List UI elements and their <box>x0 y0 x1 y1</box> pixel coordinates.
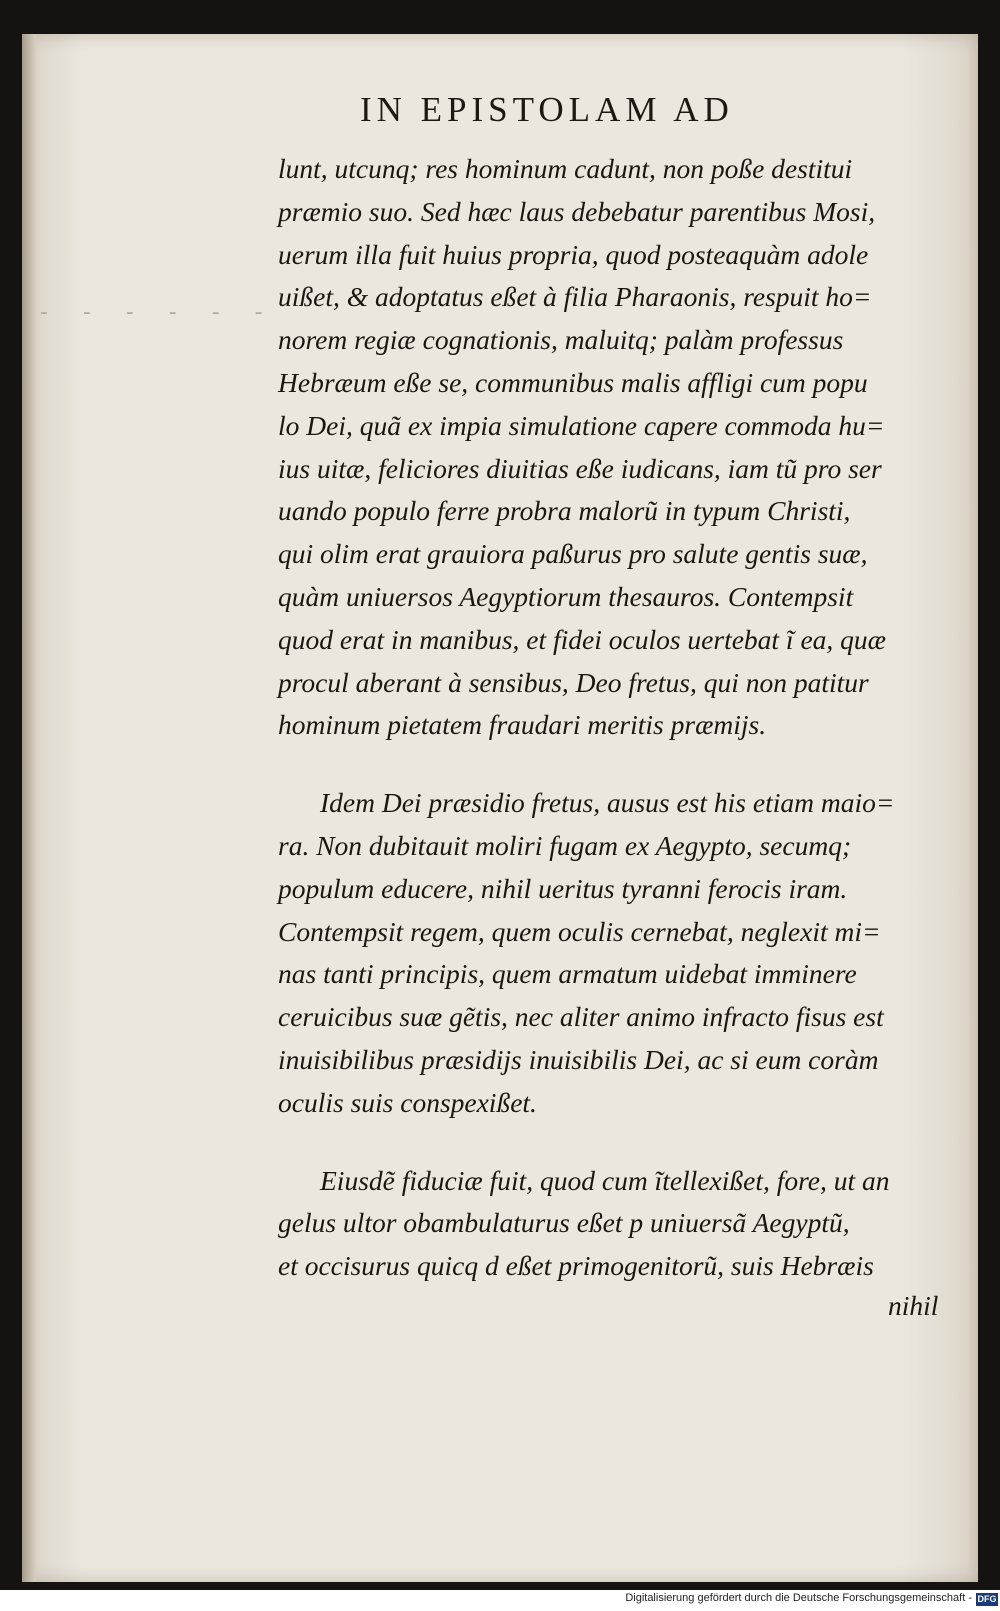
paragraph-2 <box>278 782 958 1124</box>
text-line: Hebræum eße se, communibus malis affligi cum popu <box>278 366 868 398</box>
text-line: procul aberant à sensibus, Deo fretus, qui non patitur <box>278 666 869 698</box>
text-line: ra. Non dubitauit moliri fugam ex Aegypto, secumq; <box>278 829 852 861</box>
text-line: præmio suo. Sed hæc laus debebatur parentibus Mosi, <box>278 195 876 227</box>
text-line: quod erat in manibus, et fidei oculos uertebat ĩ ea, quæ <box>278 623 886 655</box>
text-line: Idem Dei præsidio fretus, ausus est his etiam maio= <box>320 787 895 819</box>
text-line: qui olim erat grauiora paßurus pro salute gentis suæ, <box>278 538 868 570</box>
text-line: nas tanti principis, quem armatum uidebat imminere <box>278 958 857 990</box>
catchword: nihil <box>888 1290 939 1321</box>
text-line: ius uitæ, feliciores diuitias eße iudicans, iam tũ pro ser <box>278 452 882 484</box>
text-line: uißet, & adoptatus eßet à filia Pharaonis, respuit ho= <box>278 281 872 313</box>
bleed-through-marks: - - - - - - <box>40 300 277 325</box>
text-line: hominum pietatem fraudari meritis præmijs. <box>278 709 767 741</box>
running-head: IN EPISTOLAM AD <box>360 90 734 129</box>
page-text <box>278 148 958 1288</box>
text-line: uerum illa fuit huius propria, quod posteaquàm adole <box>278 238 869 270</box>
text-line: quàm uniuersos Aegyptiorum thesauros. Contempsit <box>278 580 854 612</box>
text-line: Eiusdẽ fiduciæ fuit, quod cum ĩtellexißet, fore, ut an <box>320 1164 890 1196</box>
text-line: Contempsit regem, quem oculis cernebat, neglexit mi= <box>278 915 881 947</box>
text-line: oculis suis conspexißet. <box>278 1086 537 1118</box>
text-line: gelus ultor obambulaturus eßet p uniuersã Aegyptũ, <box>278 1207 850 1239</box>
footer-bar <box>0 1590 1000 1611</box>
dfg-logo-icon: DFG <box>977 1594 997 1604</box>
page-gutter-edge <box>22 34 36 1582</box>
paragraph-3 <box>278 1160 958 1288</box>
text-line: lunt, utcunq; res hominum cadunt, non poße destitui <box>278 153 853 184</box>
text-line: populum educere, nihil ueritus tyranni ferocis iram. <box>278 872 848 904</box>
funding-credit: Digitalisierung gefördert durch die Deutsche Forschungsgemeinschaft - <box>625 1592 972 1604</box>
text-line: uando populo ferre probra malorũ in typum Christi, <box>278 495 851 527</box>
text-line: inuisibilibus præsidijs inuisibilis Dei, ac si eum coràm <box>278 1043 879 1075</box>
text-line: norem regiæ cognationis, maluitq; palàm professus <box>278 324 844 356</box>
text-line: ceruicibus suæ gẽtis, nec aliter animo infracto fisus est <box>278 1001 884 1033</box>
text-line: et occisurus quicq d eßet primogenitorũ, suis Hebræis <box>278 1250 874 1282</box>
text-line: lo Dei, quã ex impia simulatione capere commoda hu= <box>278 409 885 441</box>
paragraph-gap <box>278 1125 958 1160</box>
paragraph-1 <box>278 148 958 747</box>
paragraph-gap <box>278 747 958 782</box>
